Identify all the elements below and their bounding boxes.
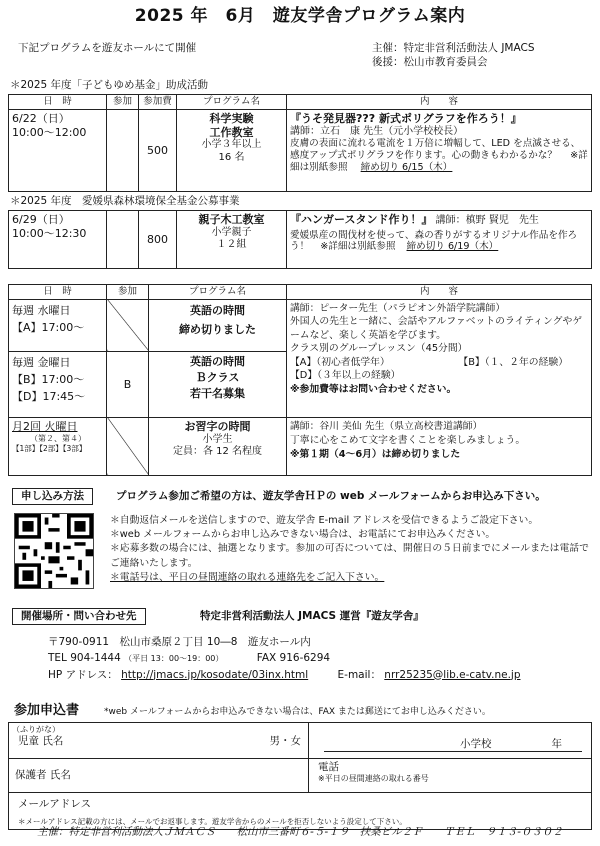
event2-program (177, 211, 287, 269)
phone-note: ※平日の昼間連絡の取れる番号 (318, 774, 429, 784)
event1-datetime (9, 109, 107, 191)
calligraphy-program-name: お習字の時間 (184, 419, 251, 433)
event1-lecturer: 講師：立石 康 先生（元小学校校長） (290, 125, 464, 137)
email-field[interactable] (9, 793, 592, 830)
section1-title: ＊2025 年度「子どもゆめ基金」助成活動 (10, 79, 209, 91)
calligraphy-program (149, 417, 287, 475)
email-label: メールアドレス (18, 798, 91, 810)
contact-hp-label: HP アドレス： (48, 668, 118, 681)
header-program: プログラム名 (177, 95, 287, 110)
event1-participation (107, 109, 139, 191)
section3-table (8, 284, 592, 476)
calligraphy-target: 小学生 (202, 433, 233, 445)
event2-capacity: １２組 (216, 239, 247, 251)
header-content: 内 容 (287, 95, 592, 110)
english-class-d: 【D】（３年以上の経験） (290, 370, 401, 382)
event1-content-title: 『うそ発見器??? 新式ポリグラフを作ろう！』 (290, 111, 522, 125)
english-b-class: Ｂクラス (195, 370, 240, 384)
event1-target: 小学３年以上 (201, 139, 262, 151)
english-a-status: 締め切りました (179, 322, 256, 336)
phone-label: 電話 (318, 761, 339, 773)
english-a-program (149, 299, 287, 351)
apply-notes (110, 514, 590, 585)
contact-hp-link[interactable]: http://jmacs.jp/kosodate/03inx.html (121, 668, 309, 681)
calligraphy-day: 月2回 火曜日 (12, 419, 78, 433)
guardian-label: 保護者 氏名 (15, 768, 71, 781)
furigana-label: （ふりがな） (12, 725, 60, 734)
school-label: 小学校 (460, 737, 492, 750)
apply-note-1: ＊自動返信メールを送信しますので、遊友学舎 E-mail アドレスを受信できるようご設定下さい。 (110, 515, 539, 526)
event1-program-name2: 工作教室 (209, 125, 254, 139)
header-participation: 参加 (107, 95, 139, 110)
event1-detail: ※詳細は別紙参照 (290, 150, 588, 174)
event1-program-name: 科学実験 (209, 111, 254, 125)
english-desc: 外国人の先生と一緒に、会話やアルファベットのライティングやゲームなど、楽しく英語を学びます。 (290, 316, 583, 341)
calligraphy-participation (107, 417, 149, 475)
organizer-block (372, 41, 535, 69)
english-b-status: 若干名募集 (190, 386, 245, 400)
apply-label: 申し込み方法 (12, 488, 93, 505)
english-fee-note: ※参加費等はお問い合わせください。 (290, 383, 457, 395)
event2-detail: ※詳細は別紙参照 (320, 241, 396, 253)
contact-tel: TEL 904-1444 (48, 652, 121, 665)
calligraphy-content (287, 417, 592, 475)
event2-participation (107, 211, 139, 269)
section1-table (8, 94, 592, 192)
calligraphy-classes: 【1部】【2部】【3部】 (12, 443, 87, 453)
english-a-schedule (9, 299, 107, 351)
form-note: *web メールフォームからお申込みできない場合は、FAX または郵送にてお申し込みください。 (104, 707, 491, 717)
event2-target: 小学親子 (211, 226, 252, 238)
footer: 主催：特定非営利活動法人ＪＭＡＣＳ 松山市三番町６-５-１９ 扶桑ビル２Ｆ ＴＥＬ ９１３-０３０２ (37, 826, 563, 838)
header3-program: プログラム名 (149, 285, 287, 300)
english-b-program-name: 英語の時間 (190, 354, 245, 368)
english-b-program (149, 351, 287, 417)
calligraphy-schedule (9, 417, 107, 475)
event2-time: 10:00〜12:30 (12, 226, 87, 240)
english-a-time: 【A】17:00〜 (12, 321, 85, 335)
email-note: ＊メールアドレス記載の方には、メールでお返事します。遊友学舎からのメールを拒否しないよう設定して下さい。 (18, 817, 407, 827)
english-d-time: 【D】17:45〜 (12, 389, 86, 403)
phone-field[interactable] (309, 759, 592, 793)
event1-deadline: 締め切り 6/15（木） (360, 162, 453, 174)
header-date: 日 時 (9, 95, 107, 110)
organizer: 主催：特定非営利活動法人 JMACS (372, 42, 535, 54)
contact-email-label: E-mail： (337, 668, 381, 681)
english-a-program-name: 英語の時間 (190, 303, 245, 317)
event2-datetime (9, 211, 107, 269)
intro-text: 下記プログラムを遊友ホールにて開催 (18, 42, 197, 54)
application-form (8, 722, 592, 830)
english-class-a: 【A】（初心者低学年） (290, 356, 390, 368)
event1-desc: 皮膚の表面に流れる電流を１万倍に増幅して、LED を点滅させる、感度アップ式ポリグラフを作ります。心の動きもわかるかな？ (290, 138, 581, 162)
contact-label: 開催場所・問い合わせ先 (12, 608, 146, 625)
event1-capacity: 16 名 (218, 151, 245, 163)
calligraphy-desc: 丁寧に心をこめて文字を書くことを楽しみましょう。 (290, 435, 526, 447)
english-group: クラス別のグループレッスン（45分間） (290, 343, 468, 355)
english-b-schedule (9, 351, 107, 417)
english-lecturer: 講師：ピーター先生（パラピオン外語学院講師） (290, 302, 506, 314)
event1-content (287, 109, 592, 191)
grade-label: 年 (551, 737, 562, 750)
gender-select[interactable]: 男・女 (269, 735, 301, 747)
english-a-participation (107, 299, 149, 351)
child-name-field[interactable] (9, 723, 309, 759)
form-title: 参加申込書 (14, 703, 80, 718)
english-b-time: 【B】17:00〜 (12, 372, 85, 386)
calligraphy-lecturer: 講師：谷川 美仙 先生（県立高校書道講師） (290, 420, 483, 432)
event2-lecturer: 講師：槙野 賢児 先生 (435, 215, 539, 226)
contact-email-link[interactable]: nrr25235@lib.e-catv.ne.jp (384, 668, 521, 681)
apply-note-4: ＊電話号は、平日の昼間連絡の取れる連絡先をご記入下さい。 (110, 571, 385, 583)
header-fee: 参加費 (139, 95, 177, 110)
calligraphy-note: ※第１期（4〜6月）は締め切りました (290, 449, 461, 461)
contact-org: 特定非営利活動法人 JMACS 運営『遊友学舎』 (200, 610, 424, 622)
guardian-name-field[interactable] (9, 759, 309, 793)
apply-text: プログラム参加ご希望の方は、遊友学舎ＨＰの web メールフォームからお申込み下さい。 (116, 490, 546, 502)
calligraphy-capacity: 定員：各 12 名程度 (172, 446, 263, 458)
english-b-participation: B (107, 351, 149, 417)
event1-program (177, 109, 287, 191)
event2-desc: 愛媛県産の間伐材を使って、森の香りがするオリジナル作品を作ろう！ (290, 229, 578, 253)
qr-pattern (15, 514, 93, 588)
contact-tel-hours: （平日 13：00〜19：00） (124, 654, 224, 664)
event2-deadline: 締め切り 6/19（木） (406, 241, 499, 253)
english-class-b: 【B】（１、２年の経験） (458, 356, 568, 368)
english-a-day: 毎週 水曜日 (12, 303, 71, 317)
apply-note-3: ＊応募多数の場合には、抽選となります。参加の可否については、開催日の５日前までにメールまたは電話でご連絡いたします。 (110, 543, 589, 569)
contact-fax: FAX 916-6294 (256, 652, 331, 665)
qr-code-icon[interactable] (14, 513, 94, 589)
section2-table (8, 210, 592, 269)
contact-address: 〒790-0911 松山市桑原２丁目 10―8 遊友ホール内 (48, 636, 311, 648)
apply-note-2: ＊web メールフォームからお申し込みできない場合は、お電話にてお申込みください。 (110, 529, 496, 541)
event2-content-title: 『ハンガースタンド作り！』 (290, 213, 433, 226)
school-field[interactable] (309, 723, 592, 759)
event2-fee: 800 (139, 211, 177, 269)
calligraphy-weeks: （第２、第４） (30, 433, 86, 443)
header3-content: 内 容 (287, 285, 592, 300)
header3-date: 日 時 (9, 285, 107, 300)
child-name-label: 児童 氏名 (18, 735, 64, 747)
english-b-day: 毎週 金曜日 (12, 355, 71, 369)
contact-block (48, 634, 520, 683)
english-content (287, 299, 592, 417)
section2-title: ＊2025 年度 愛媛県森林環境保全基金公募事業 (10, 195, 240, 207)
header3-participation: 参加 (107, 285, 149, 300)
supporter: 後援：松山市教育委員会 (372, 56, 488, 69)
event2-content (287, 211, 592, 269)
event1-time: 10:00〜12:00 (12, 125, 87, 139)
event2-date: 6/29（日） (12, 213, 70, 226)
event1-date: 6/22（日） (12, 111, 70, 125)
event1-fee: 500 (139, 109, 177, 191)
page-title: 2025 年 6月 遊友学舎プログラム案内 (134, 6, 466, 26)
event2-program-name: 親子木工教室 (198, 213, 265, 226)
